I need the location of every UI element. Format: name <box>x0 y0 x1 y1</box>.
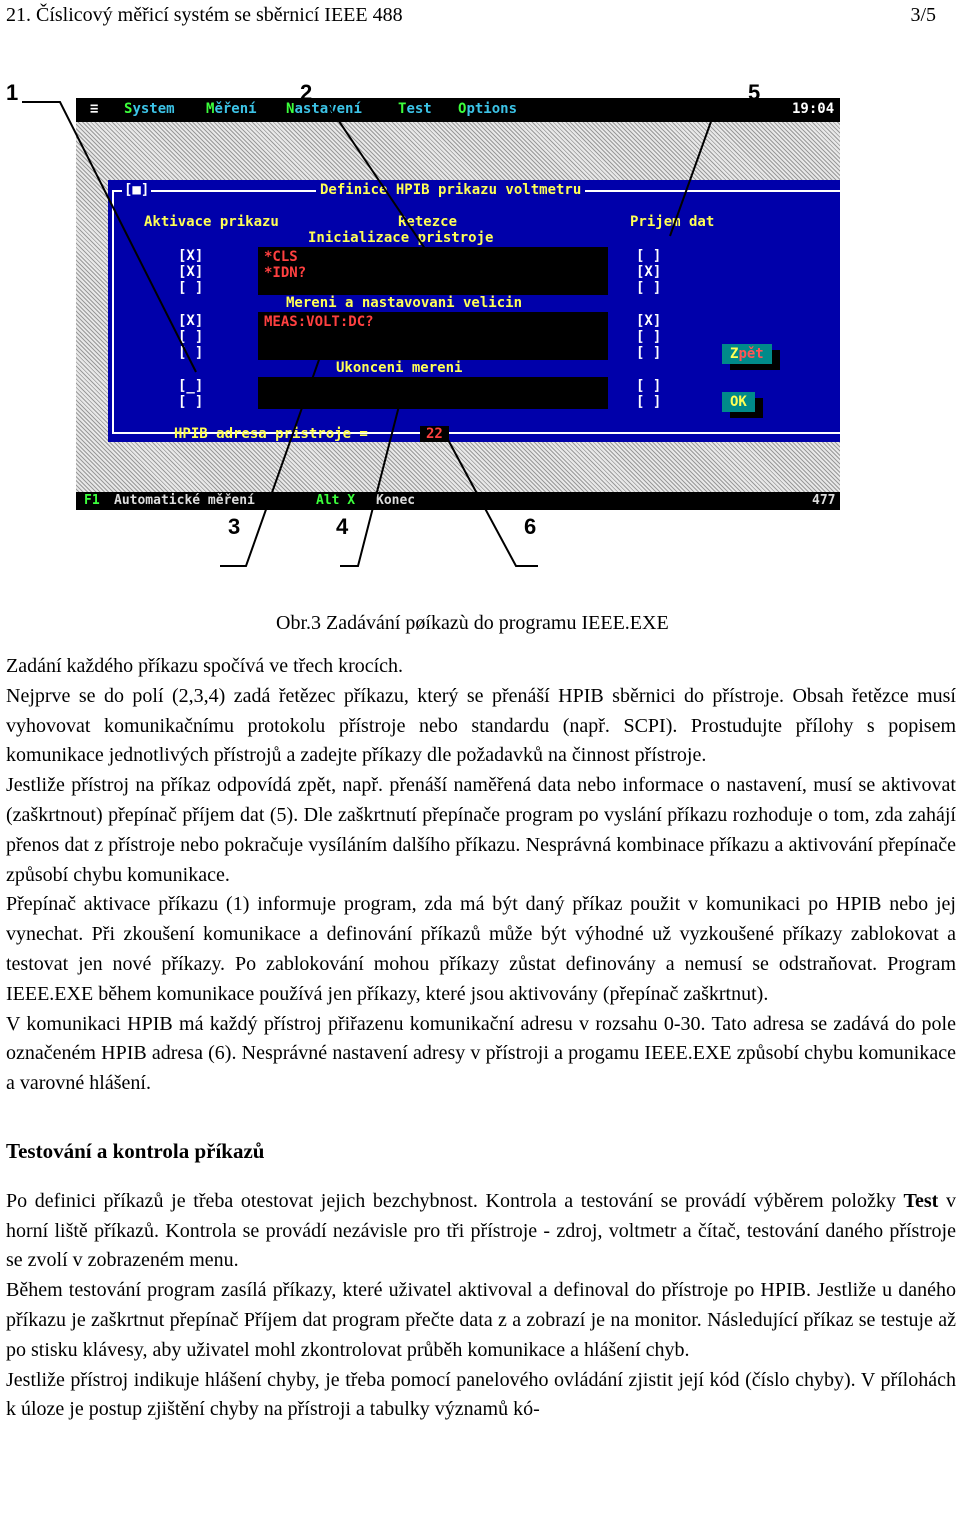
leader-line <box>22 102 196 372</box>
paragraph: Nejprve se do polí (2,3,4) zadá řetězec příkazu, který se přenáší HPIB sběrnici do přístroje. Obsah řetězce musí vyhovovat komunikačnímu protokolu přístroje nebo standardu (např. SCPI). Prostudujte přílohy s popisem komunikace jednotlivých přístrojů a zadejte příkazy dle požadavků na činnost přístroje. <box>6 684 956 767</box>
callout-number: 1 <box>6 80 19 105</box>
measure-section-label: Mereni a nastavovani velicin <box>286 295 523 311</box>
hpib-address-input[interactable]: 22 <box>420 426 449 442</box>
leader-line <box>670 102 752 236</box>
activation-checkbox[interactable]: [_] <box>178 378 204 394</box>
activation-checkbox[interactable]: [X] <box>178 264 204 280</box>
activation-checkbox[interactable]: [ ] <box>178 329 204 345</box>
paragraph: Po definici příkazů je třeba otestovat jejich bezchybnost. Kontrola a testování se provádí výběrem položky Test v horní liště příkazů. Kontrola se provádí nezávisle pro tři přístroje - zdroj, voltmetr a čítač, testování daného přístroje se zvolí v zobrazeném menu. <box>6 1189 956 1272</box>
system-menu-icon[interactable]: ≡ <box>90 101 99 117</box>
receive-column-label: Prijem dat <box>630 214 715 230</box>
memory-indicator: 477 <box>812 493 836 508</box>
receive-checkbox[interactable]: [ ] <box>636 280 662 296</box>
init-section-label: Inicializace pristroje <box>308 230 494 246</box>
clock: 19:04 <box>792 101 835 117</box>
menu-measure[interactable]: Měření <box>206 101 257 117</box>
end-section-label: Ukonceni mereni <box>336 360 463 376</box>
activation-column-label: Aktivace prikazu <box>144 214 279 230</box>
altx-key[interactable]: Alt X <box>316 493 356 508</box>
activation-checkbox[interactable]: [X] <box>178 313 204 329</box>
hpib-address-label: HPIB adresa pristroje = <box>174 426 368 442</box>
receive-checkbox[interactable]: [X] <box>636 313 662 329</box>
altx-action: Konec <box>376 493 416 508</box>
paragraph: Během testování program zasílá příkazy, které uživatel aktivoval a definoval do přístroje po HPIB. Jestliže u daného příkazu je zaškrtnut přepínač Příjem dat program přečte data z a zobrazí je na monitor. Následující příkaz se testuje až po stisku klávesy, aby uživatel mohl zkontrolovat průběh komunikace a hlášení chyb. <box>6 1279 956 1361</box>
activation-checkbox[interactable]: [ ] <box>178 345 204 361</box>
receive-checkbox[interactable]: [ ] <box>636 394 662 410</box>
menu-settings[interactable]: Nastavení <box>286 101 362 117</box>
paragraph: Jestliže přístroj na příkaz odpovídá zpět, např. přenáší naměřená data nebo informace o nastavení, musí se aktivovat (zaškrtnout) přepínač příjem dat (5). Dle zaškrtnutí přepínače program po vyslání příkazu rozhoduje o tom, zda zahájí přenos dat z přístroje nebo pokračuje vysíláním dalšího příkazu. Nesprávná kombinace příkazu a aktivování přepínače způsobí chybu komunikace. <box>6 774 956 886</box>
paragraph: Přepínač aktivace příkazu (1) informuje program, zda má být daný příkaz použit v komunikaci po HPIB nebo jej vynechat. Při zkoušení komunikace a definování příkazů může být výhodné už vyzkoušené příkazy zablokovat a testovat jen nové příkazy. Po zablokování mohou příkazy zůstat definovány a nemusí se odstraňovat. Program IEEE.EXE během komunikace používá jen příkazy, které jsou aktivovány (přepínač zaškrtnut). <box>6 893 956 1005</box>
receive-checkbox[interactable]: [ ] <box>636 378 662 394</box>
paragraph: Jestliže přístroj indikuje hlášení chyby, je třeba pomocí panelového ovládání zjistit její kód (číslo chyby). V přílohách k úloze je postup zjištění chyby na přístroji a tabulky významů kó- <box>6 1368 956 1421</box>
menu-system[interactable]: System <box>124 101 175 117</box>
command-line: MEAS:VOLT:DC? <box>264 314 374 330</box>
document-body <box>6 652 956 1425</box>
command-line: *IDN? <box>264 265 307 281</box>
ok-button[interactable]: OK <box>722 392 755 412</box>
callout-number: 3 <box>228 514 241 539</box>
receive-checkbox[interactable]: [X] <box>636 264 662 280</box>
leader-line <box>290 102 438 268</box>
strings-column-label: Retezce <box>398 214 458 230</box>
f1-action: Automatické měření <box>114 493 255 508</box>
dialog-title: Definice HPIB prikazu voltmetru <box>316 182 585 198</box>
test-menu-reference: Test <box>903 1189 939 1212</box>
leader-line <box>340 402 400 566</box>
header-title: 21. Číslicový měřicí systém se sběrnicí IEEE 488 <box>6 4 403 26</box>
paragraph: V komunikaci HPIB má každý přístroj přiřazenu komunikační adresu v rozsahu 0-30. Tato adresa se zadává do pole označeném HPIB adresa (6). Nesprávné nastavení adresy v přístroji a progamu IEEE.EXE způsobí chybu komunikace a varovné hlášení. <box>6 1012 956 1095</box>
menu-options[interactable]: Options <box>458 101 518 117</box>
activation-checkbox[interactable]: [X] <box>178 248 204 264</box>
activation-checkbox[interactable]: [ ] <box>178 280 204 296</box>
f1-key[interactable]: F1 <box>84 493 100 508</box>
close-box[interactable]: [■] <box>124 182 150 198</box>
command-line: *CLS <box>264 249 298 265</box>
receive-checkbox[interactable]: [ ] <box>636 329 662 345</box>
section-heading: Testování a kontrola příkazů <box>6 1138 265 1163</box>
activation-checkbox[interactable]: [ ] <box>178 394 204 410</box>
figure-caption: Obr.3 Zadávání pøíkazù do programu IEEE.EXE <box>276 612 669 634</box>
page-number: 3/5 <box>910 4 936 26</box>
paragraph: Zadání každého příkazu spočívá ve třech krocích. <box>6 655 404 677</box>
menu-test[interactable]: Test <box>398 101 432 117</box>
leader-line <box>446 436 538 566</box>
callout-number: 5 <box>748 80 761 105</box>
callout-number: 2 <box>300 80 313 105</box>
back-button[interactable]: Zpět <box>722 344 772 364</box>
receive-checkbox[interactable]: [ ] <box>636 248 662 264</box>
receive-checkbox[interactable]: [ ] <box>636 345 662 361</box>
callout-number: 6 <box>524 514 537 539</box>
callout-number: 4 <box>336 514 349 539</box>
leader-line <box>220 340 326 566</box>
callout-leader-lines <box>0 0 960 620</box>
